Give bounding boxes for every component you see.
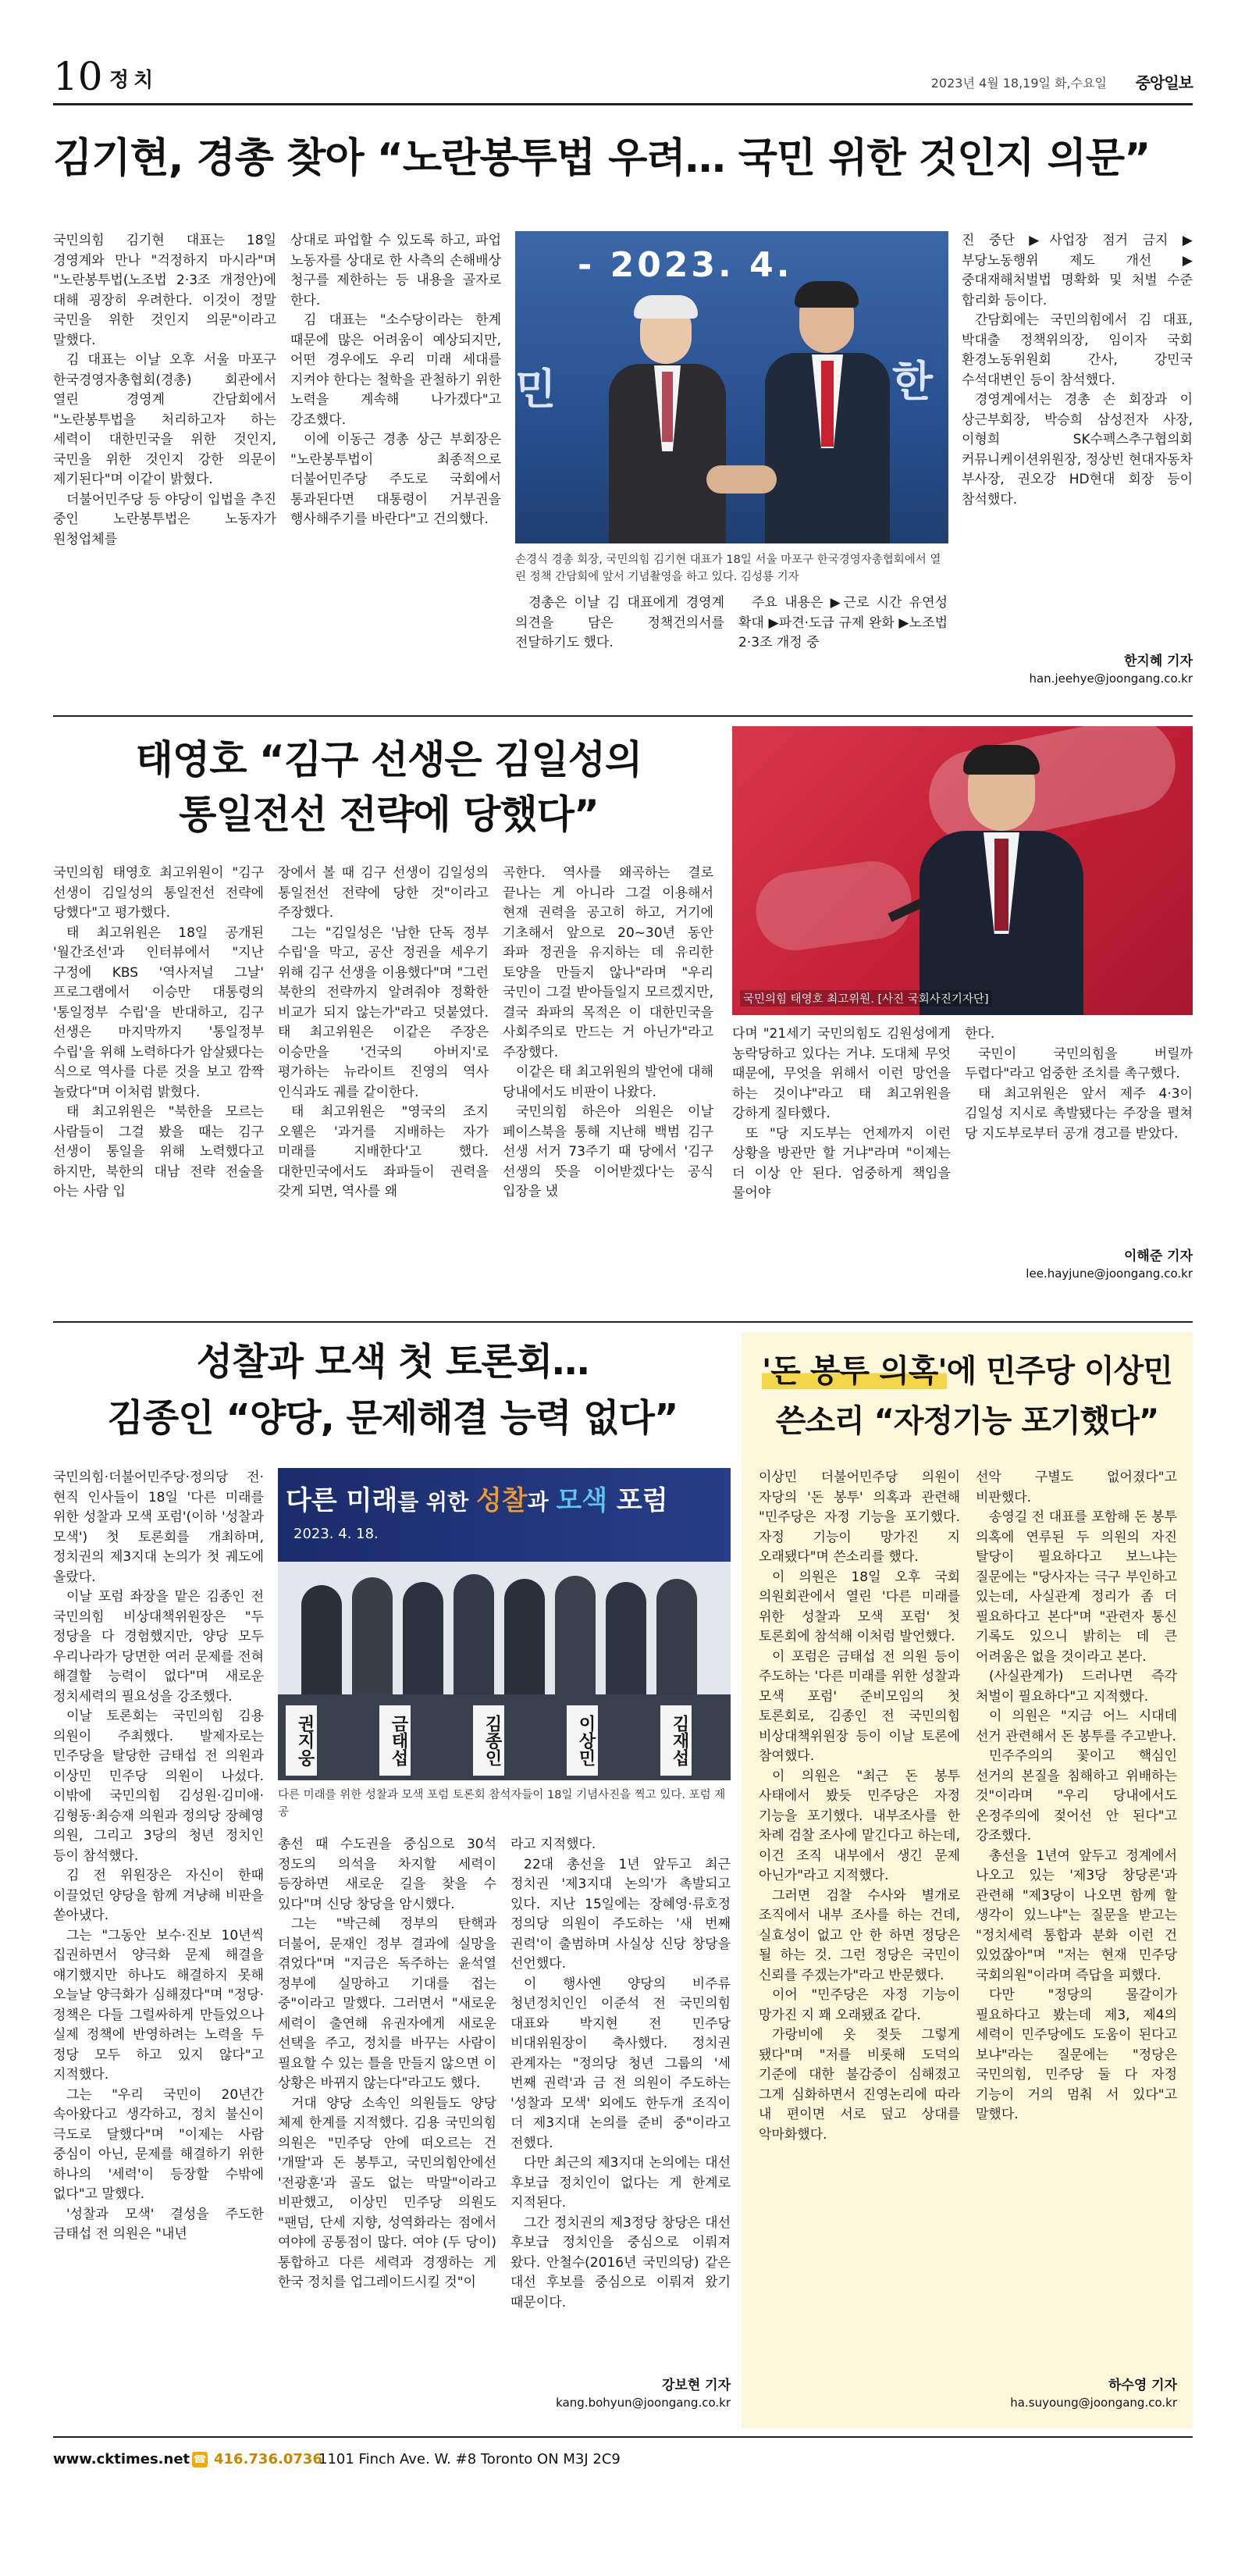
photo-side-letter: 한 bbox=[891, 357, 933, 406]
paragraph: 그간 정치권의 제3정당 창당은 대선 후보급 정치인을 중심으로 이뤄져 왔다. 안철수(2016년 국민의당) 같은 대선 후보를 중심으로 이뤄져 왔기 때문이다. bbox=[510, 2214, 731, 2311]
paragraph: 국민의힘 김기현 대표는 18일 경영계와 만나 "걱정하지 마시라"며 "노란봉투법(노조법 2·3조 개정안)에 대해 굉장히 우려한다. 이것이 정말 국민을 위한 것인지 의문"이라고 말했다. bbox=[53, 233, 276, 348]
paragraph: 가랑비에 옷 젖듯 그렇게 됐다"며 "저를 비롯해 도덕의 기준에 대한 불감증이 심해졌고 그게 심화하면서 진영논리에 따라 내 편이면 서로 덮고 상대를 악마화했다. bbox=[759, 2027, 960, 2143]
article2-byline: 이해준 기자 bbox=[1123, 1249, 1193, 1264]
article1-col4 bbox=[738, 593, 948, 707]
handshake bbox=[706, 465, 777, 493]
article4-col1 bbox=[759, 1468, 960, 2405]
forum-banner-date: 2023. 4. 18. bbox=[293, 1526, 379, 1542]
article3-byline: 강보현 기자 bbox=[661, 2378, 731, 2393]
person-figure bbox=[609, 301, 726, 543]
article3-col1 bbox=[53, 1468, 264, 2421]
article3-col2 bbox=[278, 1835, 496, 2421]
paragraph: 이상민 더불어민주당 의원이 자당의 '돈 봉투' 의혹과 관련해 "민주당은 자정 기능을 포기했다. 자정 기능이 망가진 지 오래됐다"며 쓴소리를 했다. bbox=[759, 1470, 960, 1565]
article4-headline-line1 bbox=[742, 1349, 1193, 1393]
article3-headline-line1: 성찰과 모색 첫 토론회… bbox=[196, 1340, 589, 1384]
article-divider bbox=[53, 715, 1193, 717]
paragraph: 주요 내용은 ▶근로 시간 유연성 확대 ▶파견·도급 규제 완화 ▶노조법 2·3조 개정 중 bbox=[738, 595, 948, 650]
article4-email: ha.suyoung@joongang.co.kr bbox=[1010, 2396, 1177, 2410]
paragraph: 이같은 태 최고위원의 발언에 대해 당내에서도 비판이 나왔다. bbox=[503, 1064, 713, 1100]
article3-headline-line2: 김종인 “양당, 문제해결 능력 없다” bbox=[107, 1396, 678, 1440]
name-plate: 이상민 bbox=[567, 1705, 598, 1776]
paper-name: 중앙일보 bbox=[1135, 73, 1193, 92]
paragraph: 국민의힘 하은아 의원은 이날 페이스북을 통해 지난해 백범 김구 선생 서거 73주기 때 당에서 '김구 선생의 뜻을 이어받겠다'는 공식 입장을 냈 bbox=[503, 1104, 713, 1199]
paragraph: 라고 지적했다. bbox=[510, 1837, 596, 1852]
paragraph: 거대 양당 소속인 의원들도 양당 체제 한계를 지적했다. 김용 국민의힘 의원은 "민주당 안에 떠오르는 건 '개딸'과 돈 봉투고, 국민의힘안에선 '전광훈'과 골도 없는 막말"이라고 비판했고, 이상민 민주당 의원도 "팬덤, 단세 지향, 성역화라는 점에서 여야에 공통점이 많다. 여야 (두 당이) 통합하고 다른 세력과 경쟁하는 게 한국 정치를 업그레이드시킬 것"이 bbox=[278, 2095, 496, 2290]
article-divider bbox=[53, 1321, 1193, 1323]
photo-banner-letter: 민 bbox=[515, 365, 557, 414]
article2-photo bbox=[732, 726, 1193, 1015]
paragraph: 이 의원은 18일 오후 국회 의원회관에서 열린 '다른 미래를 위한 성찰과 모색 포럼' 첫 토론회에 참석해 이처럼 발언했다. bbox=[759, 1569, 960, 1644]
banner-text: 를 위한 bbox=[397, 1489, 476, 1515]
article4-headline-line2: 쓴소리 “자정기능 포기했다” bbox=[775, 1403, 1159, 1439]
paragraph: 태 최고위원은 "영국의 조지 오웰은 '과거를 지배하는 자가 미래를 지배한다'고 했다. 대한민국에서도 좌파들이 권력을 갖게 되면, 역사를 왜 bbox=[278, 1104, 489, 1199]
banner-text: 포럼 bbox=[607, 1485, 668, 1516]
paragraph: 한다. bbox=[965, 1026, 995, 1042]
name-plate: 권지웅 bbox=[286, 1705, 317, 1776]
banner-text: 과 bbox=[527, 1489, 557, 1515]
paragraph: 그는 "그동안 보수·진보 10년씩 집권하면서 양극화 문제 해결을 얘기했지만 하나도 해결하지 못해 오늘날 양극화가 심해졌다"며 "정당·정책은 다들 그럴싸하게 만들었으나 실제 정책에 반영하려는 노력을 두 정당 모두 하고 있지 않다"고 지적했다. bbox=[53, 1927, 264, 2083]
paragraph: 그는 "박근혜 정부의 탄핵과 더불어, 문재인 정부 결과에 실망을 겪었다"며 "지금은 독주하는 윤석열 정부에 실망하고 기대를 접는 중"이라고 말했다. 그러면서 "새로운 세력이 출연해 유권자에게 새로운 선택을 주고, 정치를 바꾸는 사람이 필요할 수 있는 틀을 만들지 않으면 이 상황은 바뀌지 않는다"라고도 했다. bbox=[278, 1916, 496, 2091]
photo-background-text bbox=[751, 857, 916, 956]
paragraph: 이에 이동근 경총 상근 부회장은 "노란봉투법이 최종적으로 더불어민주당 주도로 국회에서 통과된다면 대통령이 거부권을 행사해주기를 바란다"고 건의했다. bbox=[290, 432, 501, 527]
name-plate: 금태섭 bbox=[379, 1705, 411, 1776]
article2-col2 bbox=[278, 864, 489, 1317]
paragraph: 간담회에는 국민의힘에서 김 대표, 박대출 정책위의장, 임이자 국회 환경노동위원회 간사, 강민국 수석대변인 등이 참석했다. bbox=[962, 312, 1193, 388]
article1-col1 bbox=[53, 231, 276, 707]
paragraph: 더불어민주당 등 야당이 입법을 추진 중인 노란봉투법은 노동자가 원청업체를 bbox=[53, 491, 276, 547]
banner-text: 다른 미래 bbox=[286, 1485, 398, 1516]
panel-table bbox=[278, 1694, 731, 1780]
photo-banner-text: - 2023. 4. bbox=[578, 245, 793, 285]
article4-col2 bbox=[976, 1468, 1177, 2358]
paragraph: 태 최고위원은 "북한을 모르는 사람들이 그걸 봤을 때는 김구 선생이 통일을 위해 노력했다고 하지만, 북한의 대남 전략 전술을 아는 사람 입 bbox=[53, 1104, 264, 1199]
page-number: 10 bbox=[53, 54, 103, 99]
people-row bbox=[278, 1562, 731, 1694]
article3-photo-caption: 다른 미래를 위한 성찰과 모색 포럼 토론회 참석자들이 18일 기념사진을 찍고 있다. 포럼 제공 bbox=[278, 1789, 726, 1819]
article2-headline-line1: 태영호 “김구 선생은 김일성의 bbox=[135, 737, 642, 782]
paragraph: 국민의힘 태영호 최고위원이 "김구 선생이 김일성의 통일전선 전략에 당했다"고 평가했다. bbox=[53, 865, 264, 921]
footer-phone: 416.736.0736 bbox=[214, 2451, 322, 2467]
paragraph: 선악 구별도 없어졌다"고 비판했다. bbox=[976, 1470, 1177, 1505]
paragraph: 이 행사엔 양당의 비주류 청년정치인인 이준석 전 국민의힘 대표와 박지현 전 민주당 비대위원장이 축사했다. 정치권 관계자는 "정의당 청년 그룹의 '세 번째 권력'과 금 전 의원이 주도하는 '성찰과 모색' 외에도 한두개 조직이 더 제3지대 논의를 준비 중"이라고 전했다. bbox=[510, 1976, 731, 2151]
paragraph: 경영계에서는 경총 손 회장과 이 상근부회장, 박승희 삼성전자 사장, 이형희 SK수펙스추구협의회 커뮤니케이션위원장, 정상빈 현대자동차 부사장, 권오강 HD현대 회장 등이 참석했다. bbox=[962, 392, 1193, 508]
paragraph: 이날 토론회는 국민의힘 김용 의원이 주최했다. 발제자로는 민주당을 탈당한 금태섭 전 의원과 이상민 민주당 의원이 나섰다. 이밖에 국민의힘 김성원·김미애·김형동·최승재 의원과 정의당 장혜영 의원, 그리고 3당의 청년 정치인 등이 참석했다. bbox=[53, 1708, 264, 1864]
article3-photo bbox=[278, 1468, 731, 1780]
forum-banner-title bbox=[286, 1479, 668, 1517]
article2-col3 bbox=[503, 864, 713, 1317]
paragraph: 송영길 전 대표를 포함해 돈 봉투 의혹에 연루된 두 의원의 자진 탈당이 필요하다고 보느냐는 질문에는 "당사자는 극구 부인하고 있는데, 사실관계 정리가 좀 더 필요하다고 본다"며 "관련자 통신 기록도 있으니 밝히는 데 큰 어려움은 없을 것이라고 본다. bbox=[976, 1509, 1177, 1665]
article1-col3 bbox=[515, 593, 724, 707]
paragraph: 민주주의의 꽃이고 핵심인 선거의 본질을 침해하고 위배하는 것"이라며 "우리 당내에서도 온정주의에 젖어선 안 된다"고 강조했다. bbox=[976, 1748, 1177, 1844]
paragraph: 김 대표는 "소수당이라는 한계 때문에 많은 어려움이 예상되지만, 어떤 경우에도 우리 미래 세대를 지켜야 한다는 철학을 관철하기 위한 노력을 계속해 나가겠다"고 강조했다. bbox=[290, 312, 501, 428]
paragraph: '성찰과 모색' 결성을 주도한 금태섭 전 의원은 "내년 bbox=[53, 2206, 264, 2242]
paragraph: 그는 "김일성은 '남한 단독 정부 수립'을 막고, 공산 정권을 세우기 위해 김구 선생을 이용했다"며 "그런 북한의 전략까지 알려줘야 정확한 비교가 되지 않는가"라고 덧붙였다. 태 최고위원은 이같은 주장은 이승만을 '건국의 아버지'로 평가하는 뉴라이트 진영의 역사 인식과도 궤를 같이한다. bbox=[278, 925, 489, 1100]
paragraph: 국민의힘·더불어민주당·정의당 전·현직 인사들이 18일 '다른 미래를 위한 성찰과 모색 포럼'(이하 '성찰과 모색') 첫 토론회를 개최하며, 정치권의 제3지대 논의가 첫 궤도에 올랐다. bbox=[53, 1470, 264, 1585]
paragraph: 총선을 1년여 앞두고 정계에서 나오고 있는 '제3당 창당론'과 관련해 "제3당이 나오면 함께 할 생각이 있느냐"는 질문을 받고는 "정치세력 통합과 분화 이런 건 있었잖아"며 "저는 현재 민주당 국회의원"이라며 즉답을 피했다. bbox=[976, 1847, 1177, 1983]
footer-address: 1101 Finch Ave. W. #8 Toronto ON M3J 2C9 bbox=[318, 2451, 621, 2467]
issue-date: 2023년 4월 18,19일 화,수요일 bbox=[930, 76, 1107, 91]
header-rule bbox=[53, 103, 1193, 105]
banner-text: 성찰 bbox=[475, 1485, 528, 1516]
paragraph: 또 "당 지도부는 언제까지 이런 상황을 방관만 할 거냐"라며 "이제는 더 이상 안 된다. 엄중하게 책임을 물어야 bbox=[732, 1125, 951, 1201]
article1-email: han.jeehye@joongang.co.kr bbox=[1029, 672, 1193, 686]
article2-headline-line2: 통일전선 전략에 당했다” bbox=[179, 792, 599, 837]
article4-byline: 하수영 기자 bbox=[1108, 2378, 1177, 2393]
paragraph: 태 최고위원은 18일 공개된 '월간조선'과 인터뷰에서 "지난 구정에 KBS '역사저널 그날' 프로그램에서 이승만 대통령의 '통일정부 수립'을 반대하고, 김구 선생은 마지막까지 '통일정부 수립'을 위해 노력하다가 암살됐다는 식으로 역사를 다룬 것을 보고 깜짝 놀랐다"며 이처럼 밝혔다. bbox=[53, 925, 264, 1100]
paragraph: 상대로 파업할 수 있도록 하고, 파업 노동자를 상대로 한 사측의 손해배상 청구를 제한하는 등 내용을 골자로 한다. bbox=[290, 233, 501, 308]
article2-col4 bbox=[732, 1024, 951, 1313]
footer-rule bbox=[53, 2436, 1193, 2438]
headline-text: 에 민주당 이상민 bbox=[946, 1353, 1172, 1389]
paragraph: 장에서 볼 때 김구 선생이 김일성의 통일전선 전략에 당한 것"이라고 주장했다. bbox=[278, 865, 489, 921]
article1-byline: 한지혜 기자 bbox=[1123, 654, 1193, 669]
paragraph: 이 포럼은 금태섭 전 의원 등이 주도하는 '다른 미래를 위한 성찰과 모색 포럼' 준비모임의 첫 토론회로, 김종인 전 국민의힘 비상대책위원장 등이 이날 토론에 참여했다. bbox=[759, 1648, 960, 1764]
banner-text: 모색 bbox=[556, 1485, 608, 1516]
article1-photo-caption: 손경식 경총 회장, 국민의힘 김기현 대표가 18일 서울 마포구 한국경영자총협회에서 열린 정책 간담회에 앞서 기념촬영을 하고 있다. 김성룡 기자 bbox=[515, 554, 941, 583]
paragraph: 다만 "정당의 물갈이가 필요하다고 봤는데 제3, 제4의 세력이 민주당에도 도움이 된다고 보냐"라는 질문에는 "정당은 국민의힘, 민주당 둘 다 자정 기능이 거의 멈춰 서 있다"고 말했다. bbox=[976, 1987, 1177, 2122]
article3-email: kang.bohyun@joongang.co.kr bbox=[556, 2396, 731, 2410]
name-plate: 김종인 bbox=[473, 1705, 504, 1776]
paragraph: 이어 "민주당은 자정 기능이 망가진 지 꽤 오래됐죠 같다. bbox=[759, 1987, 960, 2023]
paragraph: (사실관계가) 드러나면 즉각 처벌이 필요하다"고 지적했다. bbox=[976, 1669, 1177, 1705]
article2-col1 bbox=[53, 864, 264, 1317]
article2-col5 bbox=[965, 1024, 1193, 1235]
page-header bbox=[53, 55, 1193, 102]
article1-headline: 김기현, 경총 찾아 “노란봉투법 우려… 국민 위한 것인지 의문” bbox=[53, 135, 1151, 182]
paragraph: 이 의원은 "최근 돈 봉투 사태에서 봤듯 민주당은 자정 기능을 포기했다. 내부조사를 한 차례 검찰 조사에 맡긴다고 하는데, 이건 조직 내부에서 생긴 문제 아닌가"라고 지적했다. bbox=[759, 1768, 960, 1883]
section-name: 정치 bbox=[109, 69, 158, 92]
paragraph: 그는 "우리 국민이 20년간 속아왔다고 생각하고, 정치 불신이 극도로 달했다"며 "이제는 사람 중심이 아닌, 문제를 해결하기 위한 하나의 '세력'이 등장할 수밖에 없다"고 말했다. bbox=[53, 2086, 264, 2202]
paragraph: 곡한다. 역사를 왜곡하는 결로 끝나는 게 아니라 그걸 이용해서 현재 권력을 공고히 하고, 거기에 기초해서 앞으로 20~30년 동안 좌파 정권을 유지하는 데 유리한 토양을 만들지 않나"라며 "우리 국민이 그걸 받아들일지 모르겠지만, 결국 좌파의 목적은 이 대한민국을 사회주의로 만드는 거 아닌가"라고 주장했다. bbox=[503, 865, 713, 1060]
paragraph: 그러면 검찰 수사와 별개로 조직에서 내부 조사를 하는 건데, 실효성이 없고 안 한 하면 정당은 될 하는 것. 그런 정당은 국민이 신뢰를 주겠는가"라고 반문했다. bbox=[759, 1887, 960, 1983]
headline-highlight: '돈 봉투 의혹' bbox=[762, 1353, 947, 1389]
phone-icon: ☎ bbox=[193, 2453, 207, 2466]
name-plate: 김재섭 bbox=[660, 1705, 692, 1776]
article2-photo-caption: 국민의힘 태영호 최고위원. [사진 국회사진기자단] bbox=[740, 990, 992, 1007]
article2-email: lee.hayjune@joongang.co.kr bbox=[1026, 1267, 1193, 1281]
paragraph: 총선 때 수도권을 중심으로 30석 정도의 의석을 차지할 세력이 등장하면 새로운 길을 찾을 수 있다"며 신당 창당을 암시했다. bbox=[278, 1837, 496, 1912]
paragraph: 진 중단 ▶사업장 점거 금지 ▶부당노동행위 제도 개선 ▶중대재해처벌법 명확화 및 처벌 수준 합리화 등이다. bbox=[962, 233, 1193, 308]
paragraph: 국민이 국민의힘을 버릴까 두렵다"라고 엄중한 조치를 촉구했다. bbox=[965, 1046, 1193, 1081]
article3-col3 bbox=[510, 1835, 731, 2366]
forum-banner bbox=[278, 1468, 731, 1562]
paragraph: 김 대표는 이날 오후 서울 마포구 한국경영자총협회(경총) 회관에서 열린 경영계 간담회에서 "노란봉투법을 처리하고자 하는 세력이 대한민국을 위한 것인지, 국민을 위한 것인지 강한 의문이 제기된다"며 이같이 밝혔다. bbox=[53, 352, 276, 487]
page-footer bbox=[53, 2446, 1193, 2477]
article1-photo bbox=[515, 231, 948, 543]
paragraph: 이날 포럼 좌장을 맡은 김종인 전 국민의힘 비상대책위원장은 "두 정당을 다 경험했지만, 양당 모두 우리나라가 당면한 여러 문제를 전혀 해결할 능력이 없다"며 새로운 정치세력의 필요성을 강조했다. bbox=[53, 1589, 264, 1705]
paragraph: 22대 총선을 1년 앞두고 최근 정치권 '제3지대 논의'가 촉발되고 있다. 지난 15일에는 장혜영·류호정 정의당 의원이 주도하는 '새 번째 권력'이 출범하며 사실상 신당 창당을 선언했다. bbox=[510, 1856, 731, 1972]
paragraph: 이 의원은 "지금 어느 시대데 선거 관련해서 돈 봉투를 주고받나. bbox=[976, 1708, 1177, 1744]
footer-website[interactable]: www.cktimes.net bbox=[53, 2451, 190, 2467]
paragraph: 다며 "21세기 국민의힘도 김원성에게 농락당하고 있다는 거냐. 도대체 무엇 때문에, 무엇을 위해서 이런 망언을 하는 것이냐"라고 태 최고위원을 강하게 질타했다. bbox=[732, 1026, 951, 1121]
article1-col5 bbox=[962, 231, 1193, 637]
paragraph: 태 최고위원은 앞서 제주 4·3이 김일성 지시로 촉발됐다는 주장을 펼쳐 당 지도부로부터 공개 경고를 받았다. bbox=[965, 1085, 1193, 1142]
paragraph: 다만 최근의 제3지대 논의에는 대선 후보급 정치인이 없다는 게 한계로 지적된다. bbox=[510, 2155, 731, 2211]
person-figure bbox=[765, 286, 890, 543]
person-figure bbox=[920, 750, 1083, 1015]
article1-col2 bbox=[290, 231, 501, 707]
paragraph: 경총은 이날 김 대표에게 경영계 의견을 담은 정책건의서를 전달하기도 했다. bbox=[515, 595, 724, 650]
paragraph: 김 전 위원장은 자신이 한때 이끌었던 양당을 함께 겨냥해 비판을 쏟아냈다. bbox=[53, 1868, 264, 1923]
